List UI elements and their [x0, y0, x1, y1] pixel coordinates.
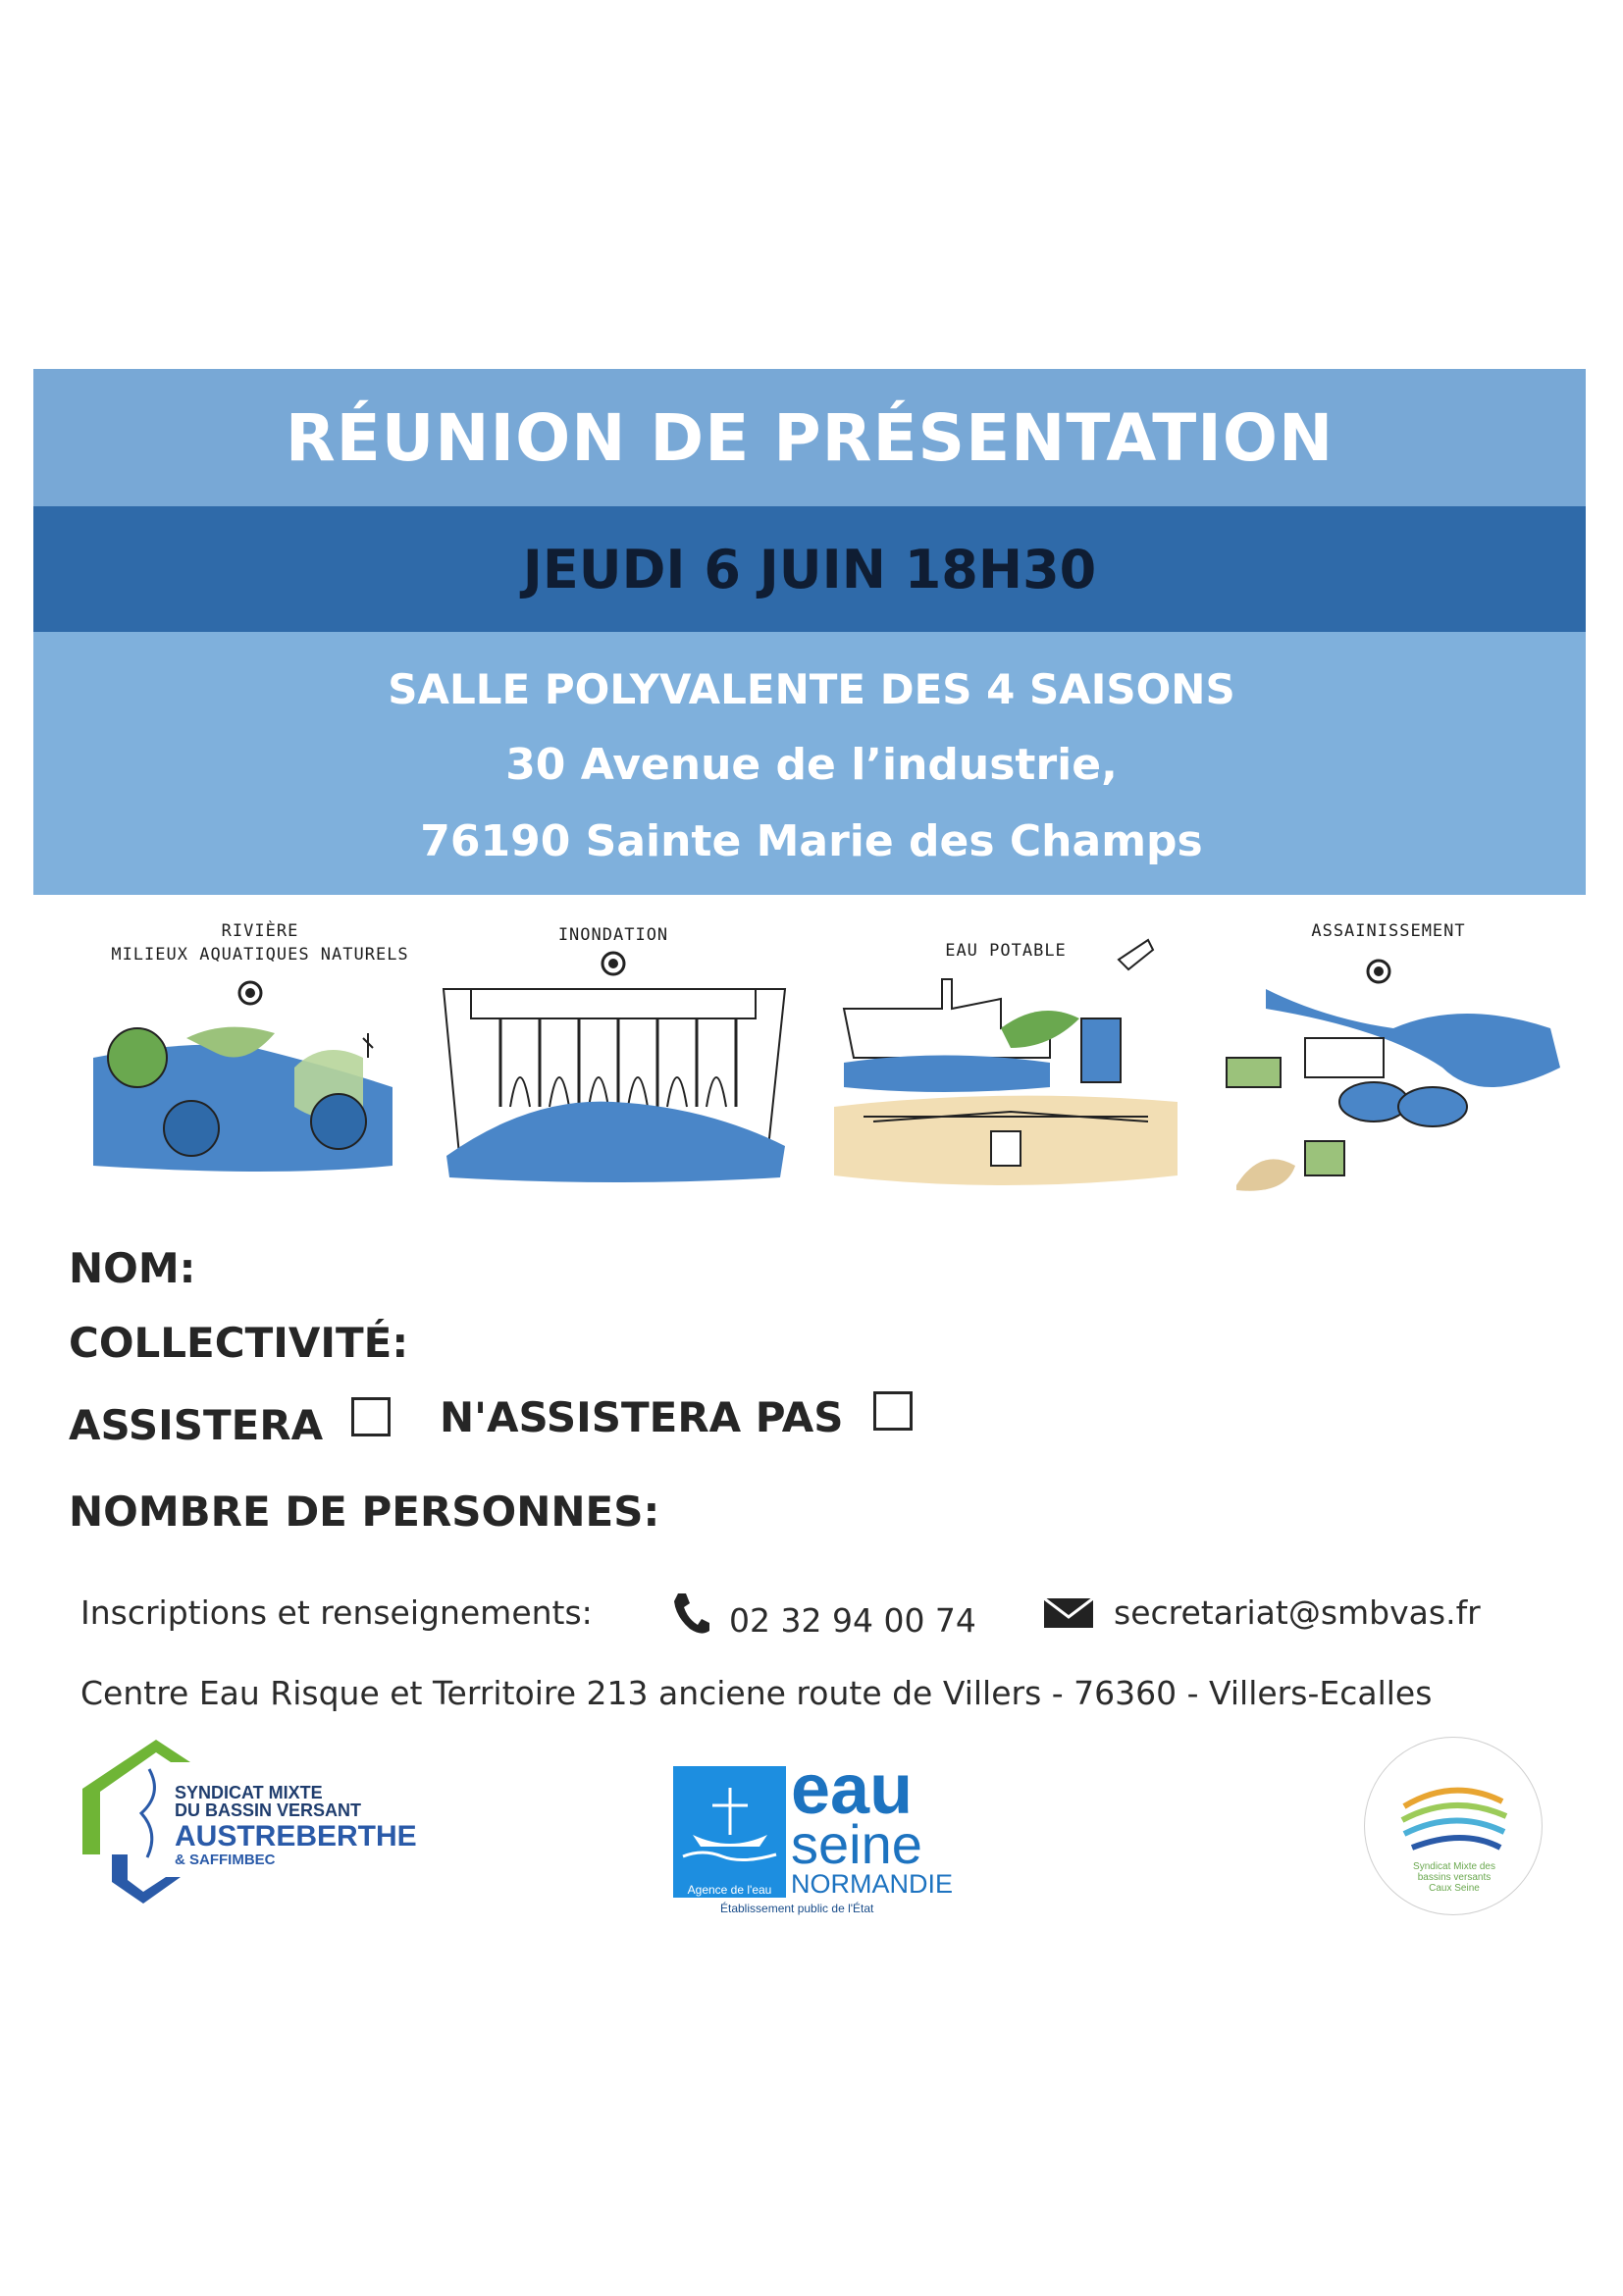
email-address[interactable]: secretariat@smbvas.fr: [1114, 1593, 1481, 1632]
theme-inondation-label: INONDATION: [557, 925, 669, 945]
nombre-personnes-label: NOMBRE DE PERSONNES:: [69, 1487, 660, 1536]
phone-number[interactable]: 02 32 94 00 74: [729, 1601, 976, 1640]
esn-normandie: NORMANDIE: [791, 1869, 954, 1899]
event-date: JEUDI 6 JUIN 18H30: [522, 538, 1097, 600]
caux-seine-line3: Caux Seine: [1429, 1883, 1480, 1894]
theme-eau-potable-label: EAU POTABLE: [945, 941, 1067, 961]
collectivite-label: COLLECTIVITÉ:: [69, 1319, 409, 1367]
venue-address-city: 76190 Sainte Marie des Champs: [420, 816, 1203, 866]
assistera-checkbox[interactable]: [351, 1397, 391, 1436]
inscriptions-label: Inscriptions et renseignements:: [80, 1593, 593, 1632]
theme-riviere-label-2: MILIEUX AQUATIQUES NATURELS: [111, 945, 409, 965]
syndicat-caux-seine-logo: [1364, 1737, 1543, 1915]
sanitation-illustration: [1207, 920, 1570, 1215]
smbv-line1: SYNDICAT MIXTE: [175, 1783, 323, 1802]
esn-agence: Agence de l'eau: [673, 1882, 786, 1898]
caux-seine-line1: Syndicat Mixte des: [1413, 1861, 1495, 1872]
smbv-line3: AUSTREBERTHE: [175, 1820, 417, 1852]
theme-inondation: [432, 920, 795, 1215]
venue-address-street: 30 Avenue de l’industrie,: [505, 740, 1118, 790]
ship-icon: [673, 1766, 786, 1864]
page-title: RÉUNION DE PRÉSENTATION: [285, 399, 1335, 476]
smbv-line2: DU BASSIN VERSANT: [175, 1800, 362, 1820]
esn-eau: eau: [791, 1750, 914, 1829]
theme-assainissement-label: ASSAINISSEMENT: [1311, 921, 1466, 941]
flood-illustration: [432, 920, 795, 1215]
email-icon: [1043, 1597, 1094, 1629]
theme-eau-potable: [824, 920, 1187, 1215]
title-band: [33, 369, 1586, 506]
theme-riviere-label-1: RIVIÈRE: [221, 921, 299, 941]
phone-icon: [670, 1590, 711, 1637]
postal-address: Centre Eau Risque et Territoire 213 anciene route de Villers - 76360 - Villers-Ecalles: [80, 1674, 1433, 1712]
nom-label: NOM:: [69, 1244, 196, 1292]
theme-assainissement: [1207, 920, 1570, 1215]
assistera-pas-checkbox[interactable]: [873, 1391, 913, 1431]
date-band: [33, 506, 1586, 632]
assistera-pas-label: N'ASSISTERA PAS: [440, 1393, 844, 1441]
esn-etablissement: Établissement public de l'État: [720, 1902, 874, 1915]
esn-seine: seine: [791, 1813, 922, 1875]
esn-emblem: [673, 1766, 786, 1884]
venue-name: SALLE POLYVALENTE DES 4 SAISONS: [388, 665, 1235, 713]
caux-seine-line2: bassins versants: [1417, 1872, 1492, 1883]
river-illustration: [79, 920, 442, 1215]
theme-riviere: [79, 920, 442, 1215]
drinking-water-illustration: [824, 920, 1187, 1215]
smbv-austreberthe-logo: [73, 1735, 426, 1911]
smbv-line4: & SAFFIMBEC: [175, 1852, 276, 1868]
assistera-label: ASSISTERA: [69, 1401, 324, 1449]
eau-seine-normandie-logo: [673, 1750, 958, 1923]
